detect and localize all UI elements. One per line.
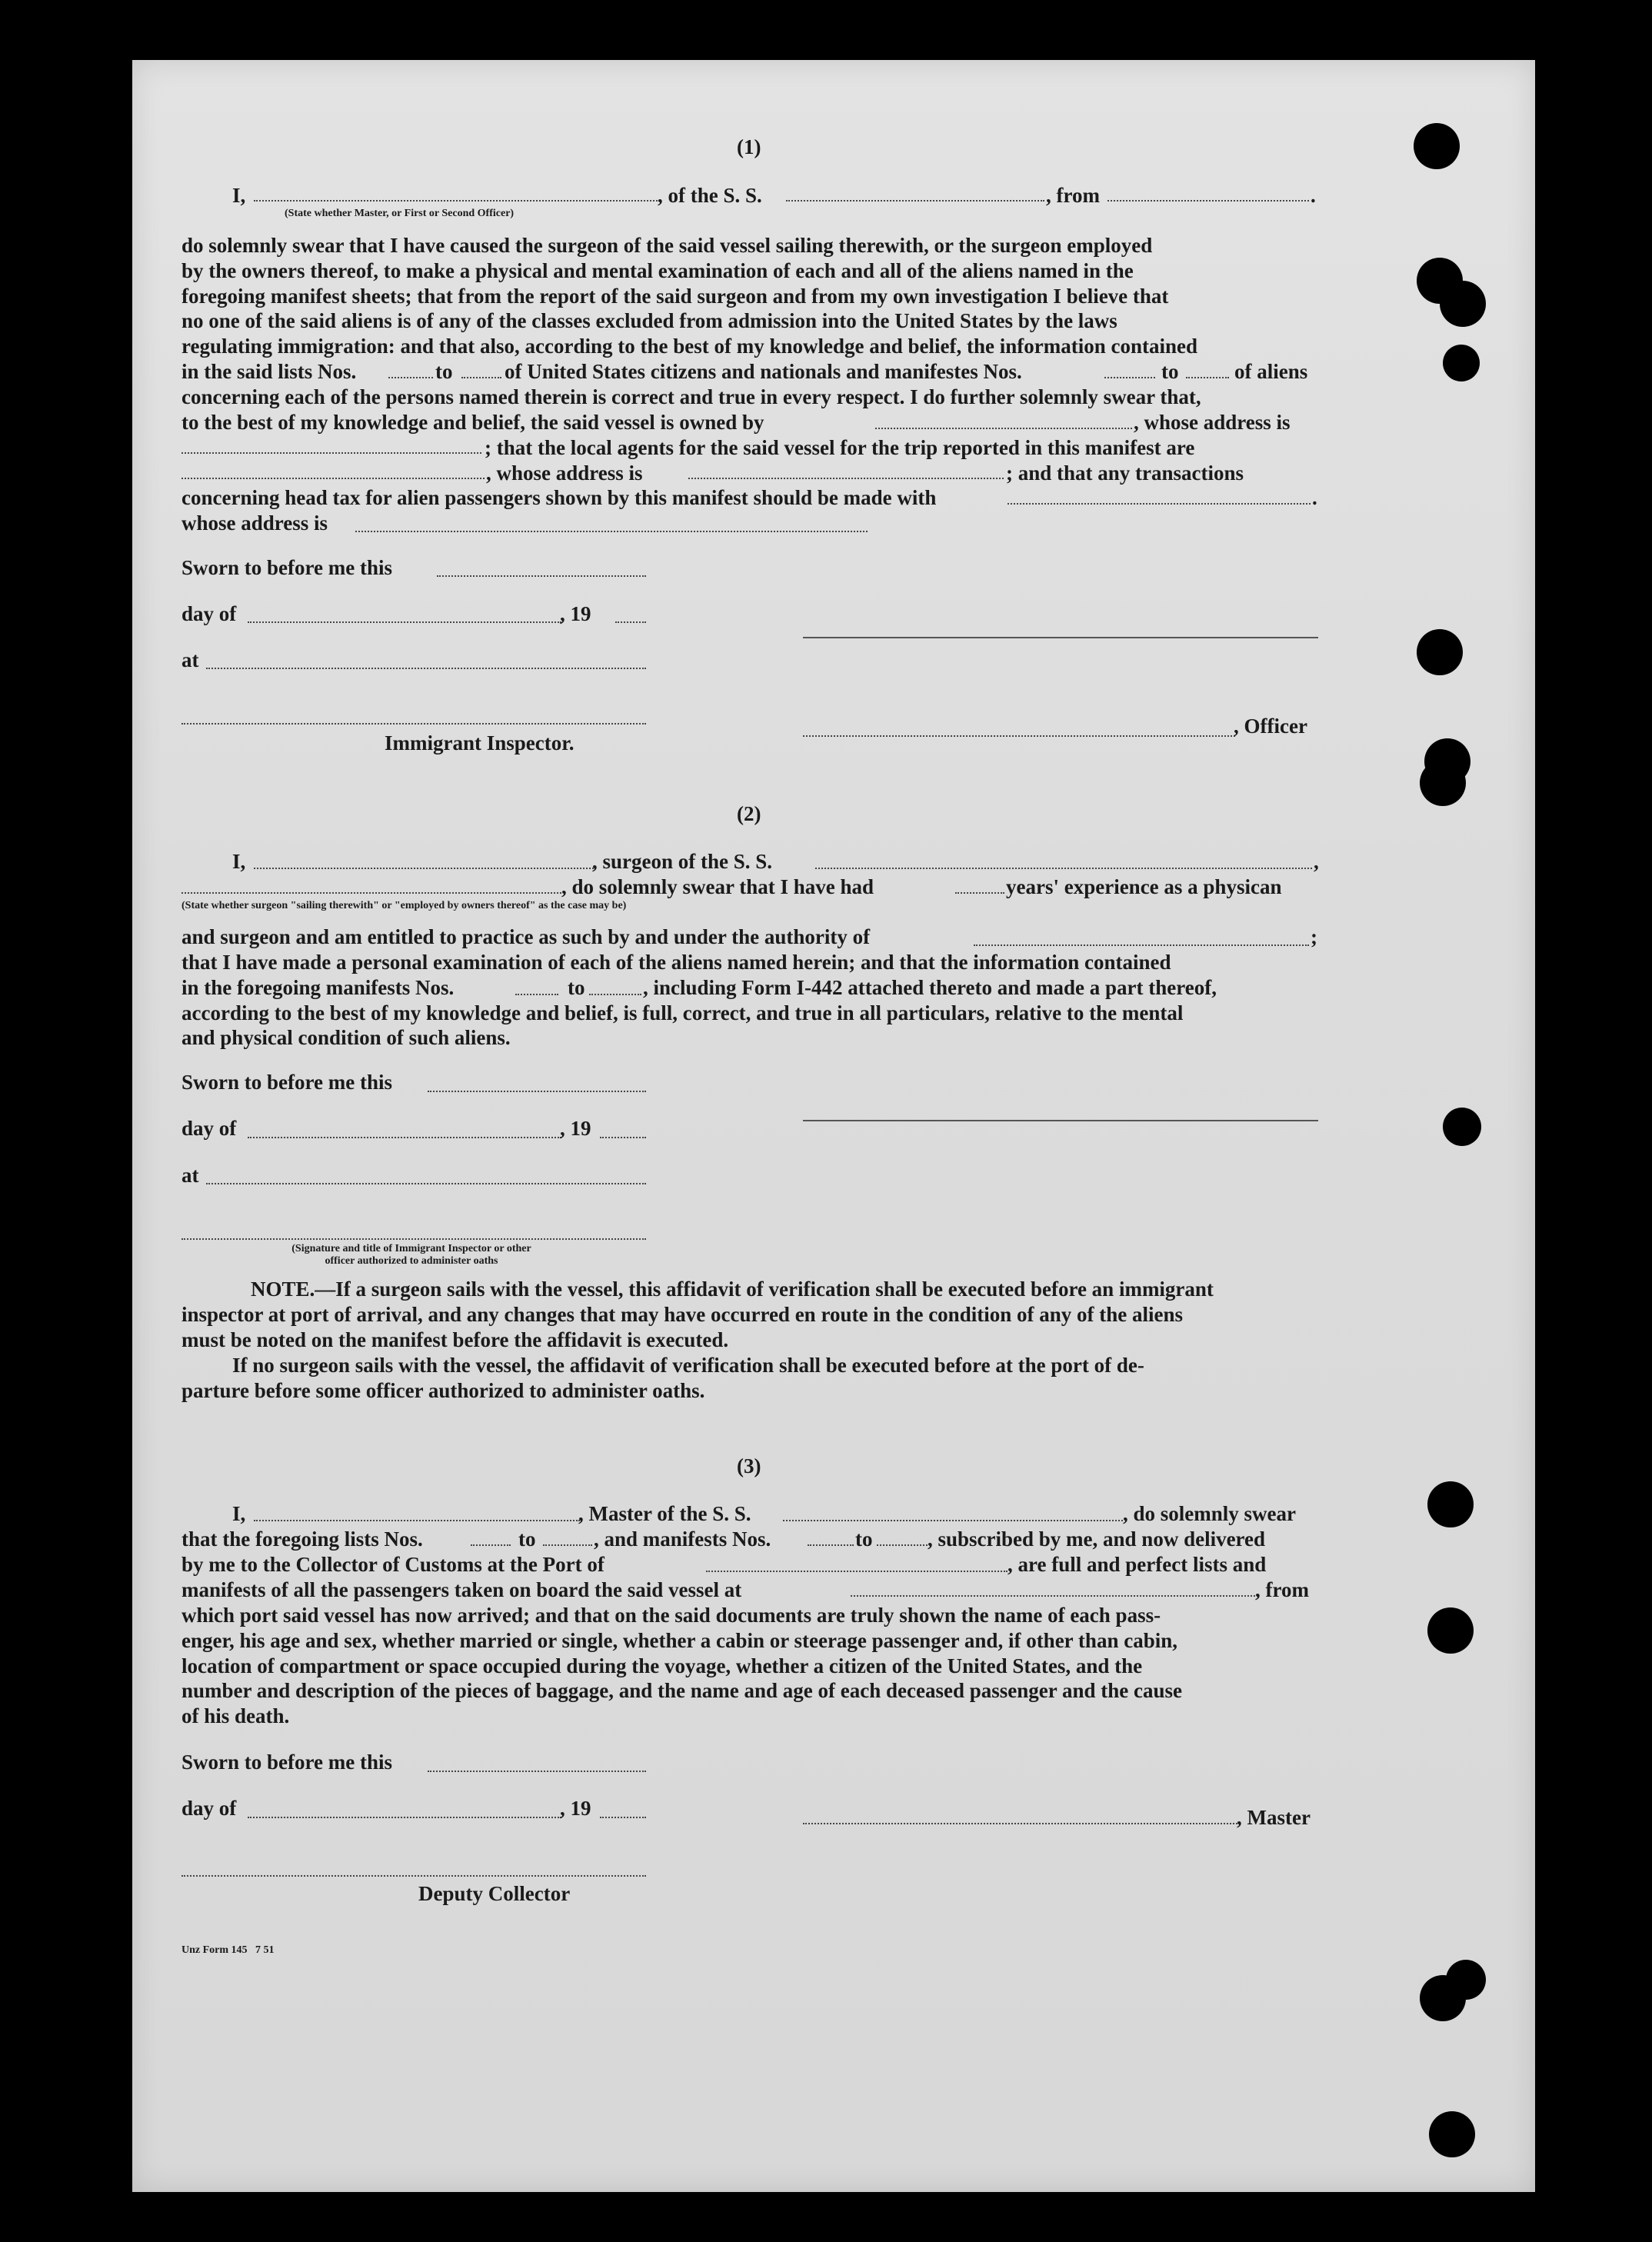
day-of-label-1: day of: [182, 602, 237, 625]
year-label-2: , 19: [560, 1117, 591, 1140]
deputy-signature-field[interactable]: [182, 1875, 646, 1877]
sworn-day-field-2[interactable]: [428, 1091, 646, 1092]
section-2-note-text: NOTE.—If a surgeon sails with the vessel, this affidavit of verification shall be executed before an immigrant inspector at port of arrival, and any changes that may have occurred en route in the condition of any of the aliens: [182, 1278, 1214, 1326]
ship-name-field[interactable]: [786, 200, 1044, 202]
section-2-nosurgeon-text: If no surgeon sails with the vessel, the affidavit of verification shall be executed before at the port of de-: [232, 1354, 1144, 1377]
binder-hole: [1414, 123, 1460, 169]
year-label-1: , 19: [560, 602, 591, 625]
master-manifest-to-label: to: [855, 1527, 873, 1551]
head-tax-address-field[interactable]: [355, 531, 868, 532]
section-1-ship-label: , of the S. S.: [658, 184, 762, 207]
section-2-number: (2): [737, 802, 761, 825]
master-ship-field[interactable]: [783, 1520, 1123, 1521]
master-swear-label: , do solemnly swear: [1123, 1502, 1296, 1525]
embarkation-port-field[interactable]: [851, 1595, 1258, 1597]
owner-address-label: , whose address is: [1134, 411, 1291, 434]
master-list-from-field[interactable]: [471, 1544, 511, 1546]
authority-end: ;: [1311, 925, 1317, 948]
owner-field[interactable]: [875, 428, 1132, 429]
deputy-collector-label: Deputy Collector: [418, 1882, 571, 1905]
from-label-3: , from: [1255, 1578, 1309, 1601]
section-2-knowledge-text: according to the best of my knowledge and belief, is full, correct, and true in all particulars, relative to the mental: [182, 1001, 1184, 1024]
authority-field[interactable]: [974, 944, 1309, 946]
sworn-day-field-1[interactable]: [437, 575, 646, 577]
master-manifests-label: , and manifests Nos.: [594, 1527, 771, 1551]
collector-label: by me to the Collector of Customs at the Port of: [182, 1553, 605, 1576]
experience-label: , do solemnly swear that I have had: [561, 875, 874, 898]
master-list-to-label: to: [518, 1527, 536, 1551]
manifest-to-label: to: [1161, 360, 1179, 383]
sworn-place-field-1[interactable]: [206, 668, 646, 669]
transactions-label: ; and that any transactions: [1006, 461, 1244, 485]
sworn-label-2: Sworn to before me this: [182, 1071, 392, 1094]
section-1-end: .: [1311, 184, 1316, 207]
officer-name-field[interactable]: [254, 200, 660, 202]
sworn-month-field-2[interactable]: [248, 1137, 561, 1138]
section-1-oath-text: do solemnly swear that I have caused the surgeon of the said vessel sailing therewith, or the surgeon employed by the owners thereof, to make a physical and mental examination of each and all of the aliens named in the foregoing manifest sheets; that from the report of the said surgeon and from my own investigation I believe that no one of the said aliens is of any of the classes excluded from admission into the United States by the laws regulating immigration: and that also, according to the best of my knowledge and belief, the information contained: [182, 234, 1197, 358]
section-3-number: (3): [737, 1454, 761, 1477]
taken-on-board-label: manifests of all the passengers taken on board the said vessel at: [182, 1578, 742, 1601]
sworn-place-field-2[interactable]: [206, 1183, 646, 1184]
lists-label: in the said lists Nos.: [182, 360, 357, 383]
officer-rank-note: (State whether Master, or First or Second Officer): [285, 208, 515, 219]
sworn-month-field-3[interactable]: [248, 1817, 561, 1818]
citizen-list-to-field[interactable]: [461, 377, 501, 378]
binder-hole: [1427, 1607, 1474, 1654]
sworn-day-field-3[interactable]: [428, 1771, 646, 1772]
agents-address-label: , whose address is: [486, 461, 643, 485]
section-3-body-text: which port said vessel has now arrived; and that on the said documents are truly shown the name of each pass- enger, his age and sex, whether married or single, whether a cabin or steerage passenger and, if other than cabin, location of compartment or space occupied during the voyage, whether a citizen of the United States, and the number and description of the pieces of baggage, and the name and age of each deceased passenger and the cause: [182, 1604, 1183, 1703]
master-label: , Master: [1237, 1806, 1311, 1829]
surgeon-line-comma: ,: [1314, 850, 1319, 873]
aliens-label: of aliens: [1234, 360, 1308, 383]
surgeon-manifest-to-label: to: [568, 976, 585, 999]
departure-port-field[interactable]: [1107, 200, 1309, 202]
sworn-year-field-2[interactable]: [600, 1137, 646, 1138]
section-2-exam-text: that I have made a personal examination of each of the aliens named herein; and that the information contained: [182, 951, 1171, 974]
sworn-label-1: Sworn to before me this: [182, 556, 392, 579]
sworn-year-field-3[interactable]: [600, 1817, 646, 1818]
physician-label: years' experience as a physican: [1006, 875, 1282, 898]
binder-hole: [1443, 345, 1480, 381]
head-tax-agent-field[interactable]: [1008, 503, 1311, 505]
day-of-label-3: day of: [182, 1797, 237, 1820]
head-tax-label: concerning head tax for alien passengers shown by this manifest should be made with: [182, 486, 937, 509]
section-2-condition: and physical condition of such aliens.: [182, 1026, 511, 1049]
head-tax-end: .: [1312, 486, 1317, 509]
surgeon-manifest-to-field[interactable]: [589, 994, 641, 995]
day-of-label-2: day of: [182, 1117, 237, 1140]
master-manifest-from-field[interactable]: [808, 1544, 854, 1546]
at-label-1: at: [182, 648, 199, 671]
collector-port-field[interactable]: [706, 1571, 1008, 1572]
binder-hole: [1429, 2111, 1475, 2157]
foregoing-lists-label: that the foregoing lists Nos.: [182, 1527, 423, 1551]
binder-hole: [1417, 629, 1463, 675]
master-name-field[interactable]: [254, 1520, 580, 1521]
binder-hole: [1420, 760, 1466, 806]
section-3-death: of his death.: [182, 1704, 290, 1727]
officer-label: , Officer: [1234, 715, 1307, 738]
binder-hole: [1446, 1960, 1486, 2000]
section-1-from-label: , from: [1046, 184, 1100, 207]
surgeon-ship-label: , surgeon of the S. S.: [592, 850, 773, 873]
surgeon-signature-line[interactable]: [803, 1120, 1318, 1121]
inspector-signature-field[interactable]: [182, 723, 646, 725]
section-2-departure: parture before some officer authorized to administer oaths.: [182, 1379, 705, 1402]
form-identifier: Unz Form 145 7 51: [182, 1944, 275, 1956]
lists-to-label: to: [435, 360, 453, 383]
experience-years-field[interactable]: [955, 892, 1004, 894]
citizen-list-from-field[interactable]: [388, 377, 433, 378]
form-attached-label: , including Form I-442 attached thereto and made a part thereof,: [643, 976, 1217, 999]
owner-address-field[interactable]: [182, 452, 481, 454]
master-ship-label: , Master of the S. S.: [578, 1502, 751, 1525]
binder-hole: [1443, 1108, 1481, 1146]
master-signature-field[interactable]: [803, 1823, 1240, 1824]
master-list-to-field[interactable]: [543, 1544, 592, 1546]
surgeon-status-field[interactable]: [182, 892, 561, 894]
binder-hole: [1427, 1481, 1474, 1527]
section-3-i: I,: [232, 1502, 246, 1525]
local-agents-label: ; that the local agents for the said vessel for the trip reported in this manifest are: [485, 436, 1195, 459]
surgeon-ship-field[interactable]: [815, 868, 1312, 869]
alien-manifest-from-field[interactable]: [1104, 377, 1155, 378]
authority-label: and surgeon and am entitled to practice as such by and under the authority of: [182, 925, 871, 948]
immigrant-inspector-label: Immigrant Inspector.: [385, 731, 575, 755]
binder-hole: [1440, 281, 1486, 327]
surgeon-name-field[interactable]: [254, 868, 594, 869]
section-1-number: (1): [737, 135, 761, 158]
sworn-label-3: Sworn to before me this: [182, 1751, 392, 1774]
sworn-month-field-1[interactable]: [248, 621, 561, 623]
section-2-i: I,: [232, 850, 246, 873]
alien-manifest-to-field[interactable]: [1186, 377, 1229, 378]
local-agents-field[interactable]: [182, 478, 485, 479]
at-label-2: at: [182, 1164, 199, 1187]
foregoing-manifests-label: in the foregoing manifests Nos.: [182, 976, 455, 999]
agents-address-field[interactable]: [688, 478, 1004, 479]
surgeon-status-note: (State whether surgeon "sailing therewith" or "employed by owners thereof" as the case may be): [182, 900, 627, 911]
whose-address-label: whose address is: [182, 511, 328, 535]
perfect-lists-label: , are full and perfect lists and: [1008, 1553, 1267, 1576]
year-label-3: , 19: [560, 1797, 591, 1820]
witness-signature-field[interactable]: [182, 1238, 646, 1240]
section-1-i: I,: [232, 184, 246, 207]
owned-by-label: to the best of my knowledge and belief, the said vessel is owned by: [182, 411, 764, 434]
sworn-year-field-1[interactable]: [615, 621, 646, 623]
section-1-oath-text-2: concerning each of the persons named therein is correct and true in every respect. I do further solemnly swear that,: [182, 385, 1201, 408]
citizens-manifest-label: of United States citizens and nationals and manifestes Nos.: [505, 360, 1022, 383]
witness-signature-note: (Signature and title of Immigrant Inspector or other officer authorized to administer oaths: [291, 1243, 531, 1267]
subscribed-label: , subscribed by me, and now delivered: [928, 1527, 1266, 1551]
officer-signature-line-top[interactable]: [803, 637, 1318, 638]
section-2-note-last: must be noted on the manifest before the affidavit is executed.: [182, 1328, 729, 1351]
master-manifest-to-field[interactable]: [877, 1544, 928, 1546]
officer-signature-field[interactable]: [803, 735, 1235, 737]
surgeon-manifest-from-field[interactable]: [515, 994, 558, 995]
